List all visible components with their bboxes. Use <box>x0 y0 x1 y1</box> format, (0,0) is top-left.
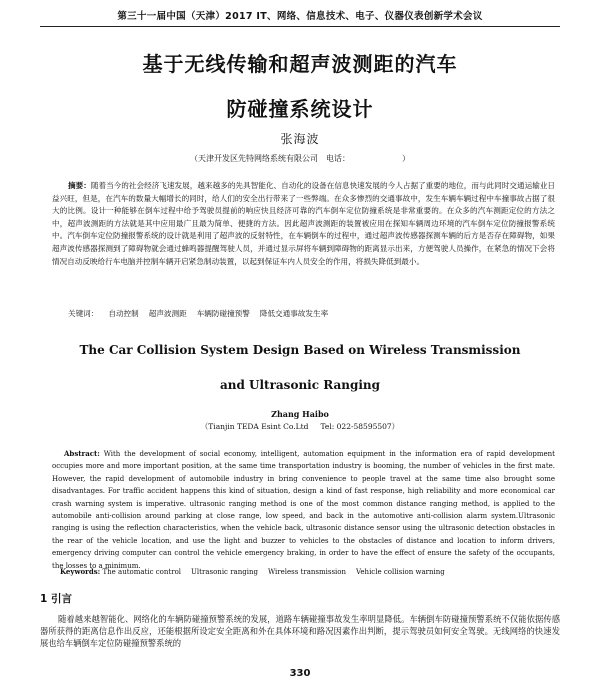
affiliation-en <box>0 421 600 432</box>
section-heading-introduction: 1 引言 <box>40 593 72 605</box>
keyword-cn: 车辆防碰撞预警 <box>196 309 250 318</box>
keyword-en: The automatic control <box>102 568 182 576</box>
keywords-cn-label: 关键词： <box>68 309 99 318</box>
keyword-cn: 自动控制 <box>108 309 139 318</box>
affiliation-en-tel: Tel: 022-58595507） <box>320 422 400 431</box>
affiliation-en-org: （Tianjin TEDA Esint Co.Ltd <box>200 422 309 431</box>
abstract-en <box>52 448 555 572</box>
title-cn-line1: 基于无线传输和超声波测距的汽车 <box>142 52 458 76</box>
abstract-cn-label: 摘要： <box>68 181 91 190</box>
keyword-cn: 降低交通事故发生率 <box>259 309 329 318</box>
title-cn-line2: 防碰撞系统设计 <box>226 97 374 121</box>
keywords-en-label: Keywords: <box>60 567 101 576</box>
abstract-en-text: With the development of social economy, intelligent, automation equipment in the information era of rapid development occupies more and more important position, at the same time transportation industry is booming, the number of vehicles in the first mate. However, the rapid development of automobile industry in bring convenience to people travel at the same time also brought some disadvantages. For traffic accident happens this kind of situation, design a kind of fast response, high reliability and more economical car crash warning system is imperative. ultrasonic ranging method is one of the most common distance ranging method, is applied to the automobile anti-collision around parking at close range, low speed, and back in the automotive anti-collision alarm system.Ultrasonic ranging is using the reflection characteristics, when the vehicle back, ultrasonic distance sensor using the ultrasonic detection obstacles in the rear of the vehicle location, and use the light and buzzer to vehicles to the obstacles of distance and location to inform drivers, emergency driving computer can control the vehicle emergency braking, in order to have the effect of ensure the safety of the occupants, the losses to a minimum. <box>52 450 555 570</box>
keywords-en <box>60 567 555 576</box>
keyword-cn: 超声波测距 <box>148 309 187 318</box>
author-en: Zhang Haibo <box>271 409 329 419</box>
abstract-en-label: Abstract: <box>64 449 100 458</box>
abstract-cn <box>52 180 555 268</box>
conference-header: 第三十一届中国（天津）2017 IT、网络、信息技术、电子、仪器仪表创新学术会议 <box>117 11 483 22</box>
header-divider <box>40 26 560 27</box>
affiliation-cn: （天津开发区先特网络系统有限公司 电话： ） <box>190 154 410 163</box>
keyword-en: Wireless transmission <box>267 568 346 576</box>
keyword-en: Ultrasonic ranging <box>191 568 258 576</box>
title-en-line1: The Car Collision System Design Based on Wireless Transmission <box>79 343 521 357</box>
section-body-introduction: 随着越来越智能化、网络化的车辆防碰撞预警系统的发展，道路车辆碰撞事故发生率明显降低。车辆倒车防碰撞预警系统不仅能依据传感器所获得的距离信息作出反应，还能根据所设定安全距离和外在具体环境和路况因素作出判断，提示驾驶员如何安全驾驶。无线网络的快速发展也给车辆倒车定位防碰撞预警系统的 <box>40 614 560 649</box>
keyword-en: Vehicle collision warning <box>356 568 445 576</box>
keywords-cn <box>68 308 555 319</box>
page-number: 330 <box>289 668 311 679</box>
abstract-cn-text: 随着当今的社会经济飞速发展，越来越多的先具智能化、自动化的设备在信息快速发展的今人占据了重要的地位，而与此同时交通运输业日益兴旺，但是，在汽车的数量大幅增长的同时，给人们的安全出行带来了一些弊端。在众多惨烈的交通事故中，发生车辆车辆过程中车撞事故占据了很大的比例。设计一种能够在倒车过程中给予驾驶员提前的响应快且经济可靠的汽车倒车定位防撞系统是非常重要的。在众多的汽车测距定位的方法之中，超声波测距的方法就是其中应用最广且最为简单、便捷的方法。因此超声波测距的装置被应用在探知车辆周边环境的汽车倒车定位防撞报警系统中。汽车倒车定位防撞报警系统的设计就是利用了超声波的反射特性，在车辆倒车的过程中，通过超声波传感器探测车辆的后方是否存在障碍物，如果超声波传感器探测到了障碍物就会通过蜂鸣器提醒驾驶人员，并通过显示屏将车辆到障碍物的距离显示出来，方便驾驶人员操作，在紧急的情况下会将情况自动反映给行车电脑并控制车辆开启紧急制动装置，以起到保证车内人员安全的作用，将损失降低到最小。 <box>52 181 556 266</box>
title-en-line2: and Ultrasonic Ranging <box>219 378 381 392</box>
author-cn: 张海波 <box>280 132 320 146</box>
